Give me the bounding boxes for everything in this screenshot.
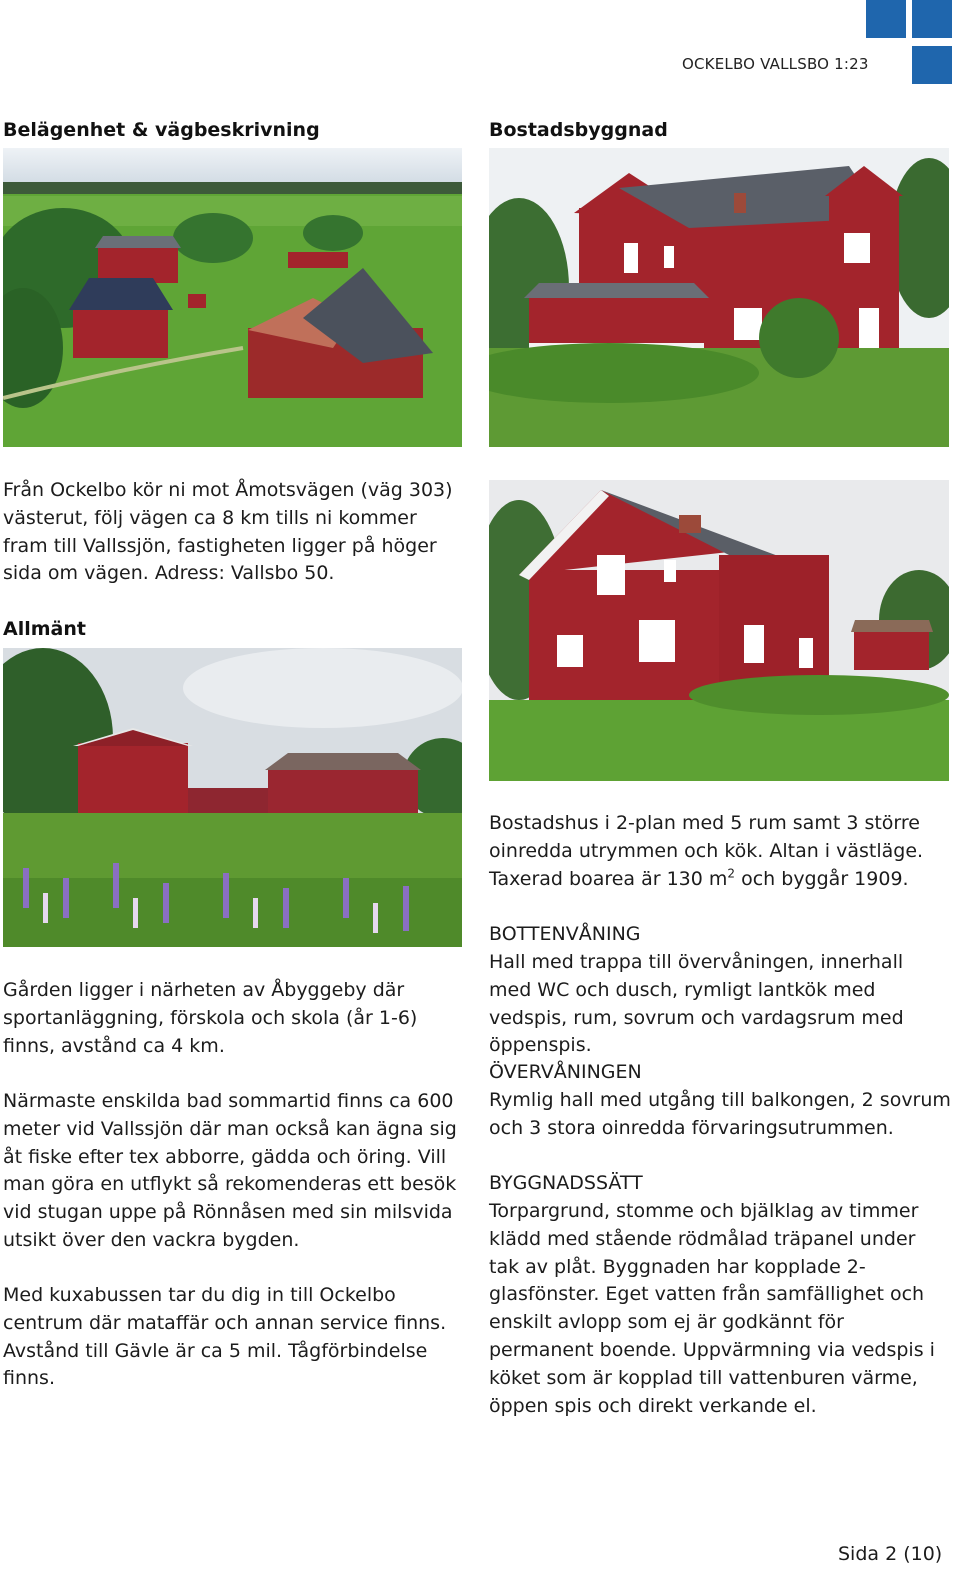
general-heading: Allmänt xyxy=(3,618,86,640)
house-gable-photo xyxy=(489,480,949,781)
upper-floor-title: ÖVERVÅNINGEN xyxy=(489,1061,642,1083)
aerial-farm-photo xyxy=(3,148,462,447)
location-description: Från Ockelbo kör ni mot Åmotsvägen (väg 303) västerut, följ vägen ca 8 km tills ni kommer fram till Vallssjön, fastigheten ligger på höger sida om vägen. Adress: Vallsbo 50. xyxy=(3,479,453,585)
location-heading: Belägenhet & vägbeskrivning xyxy=(3,119,320,141)
construction-title: BYGGNADSSÄTT xyxy=(489,1172,643,1194)
residence-summary-end: och byggår 1909. xyxy=(735,867,909,890)
construction-description: Torpargrund, stomme och bjälklag av timmer klädd med stående rödmålad träpanel under tak av plåt. Byggnaden har kopplade 2-glasfönster. Eget vatten från samfällighet och enskilt avlopp som ej är godkännt för permanent boende. Uppvärmning via vedspis i köket som är kopplad till vattenburen värme, öppen spis och direkt verkande el. xyxy=(489,1200,935,1417)
house-veranda-photo xyxy=(489,148,949,447)
general-paragraph-2: Närmaste enskilda bad sommartid finns ca 600 meter vid Vallssjön där man också kan ägna sig åt fiske efter tex abborre, gädda och öring. Vill man göra en utflykt så rekomenderas ett besök vid stugan uppe på Rönnåsen med sin milsvida utsikt över den vackra bygden. xyxy=(3,1090,457,1251)
property-reference: OCKELBO VALLSBO 1:23 xyxy=(682,55,869,73)
logo-square-3 xyxy=(912,46,952,84)
farm-meadow-photo xyxy=(3,648,462,947)
residence-summary-text: Bostadshus i 2-plan med 5 rum samt 3 större oinredda utrymmen och kök. Altan i västläge. Taxerad boarea är 130 m xyxy=(489,812,924,890)
general-paragraph-1: Gården ligger i närheten av Åbyggeby där sportanläggning, förskola och skola (år 1-6) finns, avstånd ca 4 km. xyxy=(3,979,418,1057)
residence-summary xyxy=(489,810,951,893)
residence-heading: Bostadsbyggnad xyxy=(489,119,668,141)
general-paragraph-3: Med kuxabussen tar du dig in till Ockelbo centrum där mataffär och annan service finns. Avstånd till Gävle är ca 5 mil. Tågförbindelse finns. xyxy=(3,1284,447,1390)
area-unit-superscript: 2 xyxy=(727,866,736,881)
ground-floor-title: BOTTENVÅNING xyxy=(489,923,641,945)
logo-square-2 xyxy=(912,0,952,38)
upper-floor-description: Rymlig hall med utgång till balkongen, 2 sovrum och 3 stora oinredda förvaringsutrummen. xyxy=(489,1089,951,1139)
logo-square-1 xyxy=(866,0,906,38)
page-number: Sida 2 (10) xyxy=(838,1543,943,1565)
ground-floor-description: Hall med trappa till övervåningen, innerhall med WC och dusch, rymligt lantkök med vedspis, rum, sovrum och vardagsrum med öppenspis. xyxy=(489,951,904,1057)
